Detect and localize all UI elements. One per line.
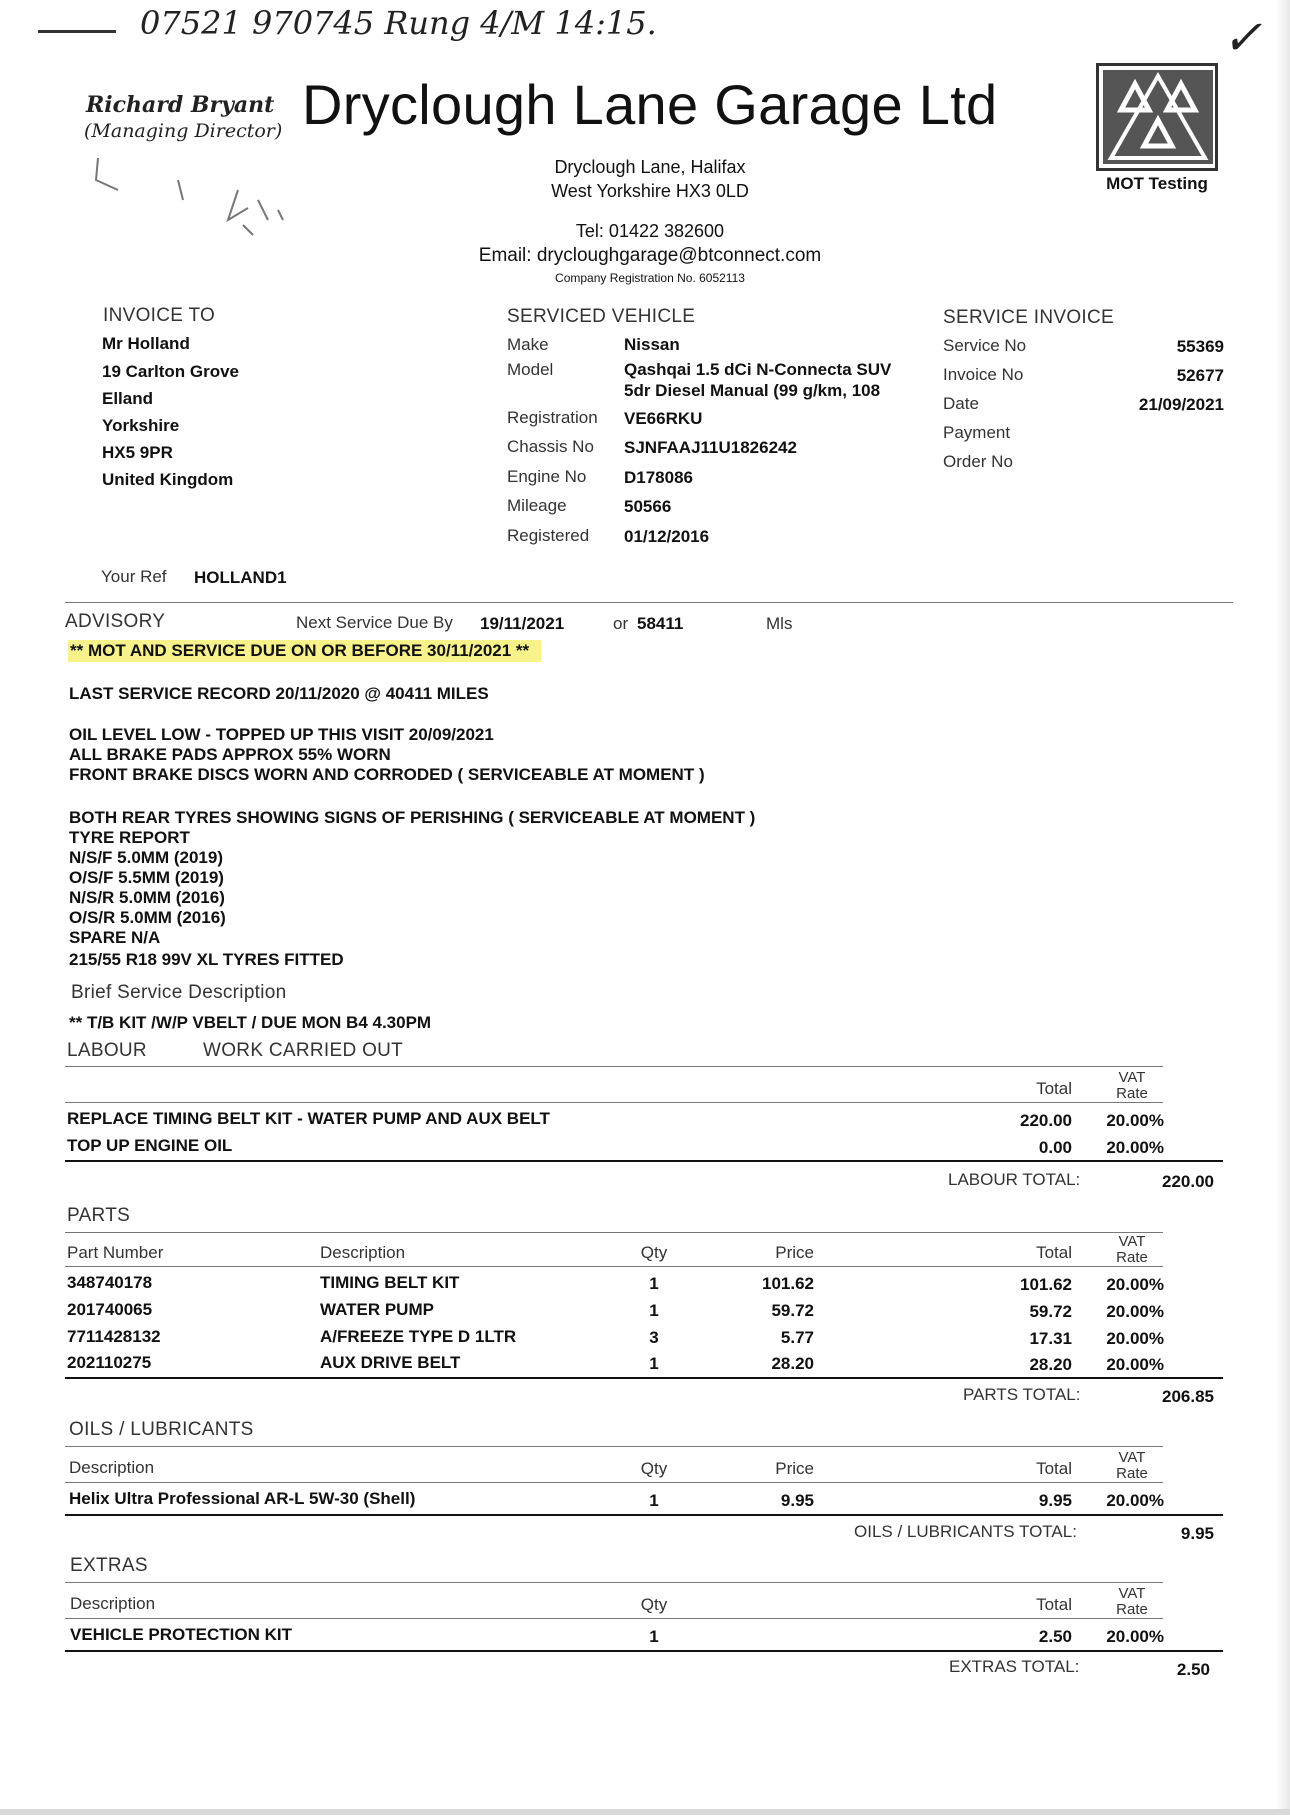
oils-vat-header-1: VAT: [1118, 1449, 1146, 1466]
parts-col-qty: Qty: [640, 1243, 668, 1262]
parts-row-2-price: 59.72: [771, 1301, 814, 1320]
next-service-or: or: [613, 614, 629, 633]
address-line-1: Dryclough Lane, Halifax: [554, 157, 746, 177]
labour-heading: LABOUR: [67, 1040, 147, 1061]
scan-edge-shadow: [1276, 0, 1290, 1815]
labour-vat-header-2: Rate: [1116, 1085, 1148, 1102]
parts-heading: PARTS: [67, 1205, 131, 1226]
customer-country: United Kingdom: [102, 470, 234, 489]
extras-vat-header: [1100, 1586, 1164, 1618]
extras-row-1-total: 2.50: [1038, 1627, 1072, 1646]
labour-header-divider: [65, 1102, 1163, 1103]
extras-col-description: Description: [70, 1594, 156, 1613]
order-no-label: Order No: [943, 452, 1013, 471]
advisory-divider: [65, 602, 1233, 603]
customer-address-1: 19 Carlton Grove: [102, 362, 239, 381]
tyre-note-4: O/S/F 5.5MM (2019): [69, 868, 224, 887]
tyre-note-6: O/S/R 5.0MM (2016): [69, 908, 226, 927]
signature-scribble: [88, 150, 318, 240]
labour-total-label: LABOUR TOTAL:: [948, 1170, 1081, 1189]
telephone: Tel: 01422 382600: [575, 221, 725, 241]
service-no-value: 55369: [1176, 337, 1224, 356]
parts-top-divider: [65, 1232, 1163, 1233]
parts-row-4-price: 28.20: [771, 1354, 814, 1373]
date-label: Date: [943, 394, 979, 413]
parts-header-divider: [65, 1266, 1163, 1267]
mileage-value: 50566: [624, 497, 672, 516]
parts-row-1-part: 348740178: [67, 1273, 153, 1292]
oils-col-qty: Qty: [640, 1459, 668, 1478]
parts-row-1-total: 101.62: [1020, 1275, 1072, 1294]
last-service-record: LAST SERVICE RECORD 20/11/2020 @ 40411 MILES: [69, 684, 489, 703]
your-ref-label: Your Ref: [101, 567, 167, 586]
company-registration: Company Registration No. 6052113: [555, 271, 745, 285]
parts-row-3-qty: 3: [649, 1328, 659, 1347]
registration-value: VE66RKU: [624, 409, 703, 428]
invoice-no-value: 52677: [1176, 366, 1224, 385]
parts-bottom-rule: [65, 1377, 1223, 1379]
tyre-note-5: N/S/R 5.0MM (2016): [69, 888, 225, 907]
parts-col-total: Total: [1036, 1243, 1072, 1262]
chassis-value: SJNFAAJ11U1826242: [624, 438, 797, 457]
make-label: Make: [507, 335, 549, 354]
oils-header-divider: [65, 1482, 1163, 1483]
labour-total-value: 220.00: [1162, 1172, 1214, 1191]
parts-vat-header: [1100, 1234, 1164, 1266]
labour-bottom-rule: [65, 1160, 1223, 1162]
tyre-note-8: 215/55 R18 99V XL TYRES FITTED: [69, 950, 344, 969]
advisory-note-3: FRONT BRAKE DISCS WORN AND CORRODED ( SERVICEABLE AT MOMENT ): [69, 765, 705, 784]
extras-bottom-rule: [65, 1650, 1223, 1652]
oils-vat-header-2: Rate: [1116, 1465, 1148, 1482]
labour-row-2-total: 0.00: [1038, 1138, 1072, 1157]
oils-row-1-total: 9.95: [1038, 1491, 1072, 1510]
parts-row-2-part: 201740065: [67, 1300, 153, 1319]
extras-vat-header-2: Rate: [1116, 1601, 1148, 1618]
scan-bottom-edge: [0, 1809, 1290, 1815]
parts-col-price: Price: [775, 1243, 814, 1262]
oils-col-price: Price: [775, 1459, 814, 1478]
brief-service-label: Brief Service Description: [71, 982, 287, 1003]
parts-row-4-total: 28.20: [1029, 1355, 1072, 1374]
mileage-label: Mileage: [507, 496, 567, 515]
company-name: Dryclough Lane Garage Ltd: [302, 73, 998, 136]
labour-vat-header: [1100, 1070, 1164, 1102]
parts-col-part-number: Part Number: [67, 1243, 164, 1262]
registered-label: Registered: [507, 526, 590, 545]
labour-row-1-total: 220.00: [1020, 1111, 1072, 1130]
mot-triangles-icon: [1103, 70, 1213, 164]
oils-top-divider: [65, 1446, 1163, 1447]
extras-heading: EXTRAS: [70, 1555, 148, 1576]
parts-row-1-vat: 20.00%: [1106, 1275, 1164, 1294]
extras-col-total: Total: [1036, 1595, 1072, 1614]
oils-total-value: 9.95: [1180, 1524, 1214, 1543]
customer-address-3: Yorkshire: [102, 416, 180, 435]
oils-bottom-rule: [65, 1514, 1223, 1516]
extras-vat-header-1: VAT: [1118, 1585, 1146, 1602]
handwritten-tick: ✓: [1222, 10, 1263, 66]
make-value: Nissan: [624, 335, 680, 354]
mot-testing-label: MOT Testing: [1106, 174, 1208, 193]
parts-total-label: PARTS TOTAL:: [963, 1385, 1081, 1404]
next-service-date: 19/11/2021: [480, 614, 565, 633]
vehicle-heading: SERVICED VEHICLE: [507, 306, 696, 327]
handwritten-dash: [38, 30, 116, 33]
oils-row-1-desc: Helix Ultra Professional AR-L 5W-30 (Shell): [69, 1489, 416, 1508]
tyre-note-7: SPARE N/A: [69, 928, 161, 947]
extras-header-divider: [65, 1618, 1163, 1619]
parts-row-4-qty: 1: [649, 1354, 659, 1373]
model-label: Model: [507, 360, 554, 379]
model-value-1: Qashqai 1.5 dCi N-Connecta SUV: [624, 360, 892, 379]
date-value: 21/09/2021: [1138, 395, 1224, 414]
parts-row-4-vat: 20.00%: [1106, 1355, 1164, 1374]
registered-value: 01/12/2016: [624, 527, 710, 546]
address-line-2: West Yorkshire HX3 0LD: [551, 181, 749, 201]
parts-vat-header-1: VAT: [1118, 1233, 1146, 1250]
customer-address-2: Elland: [102, 389, 154, 408]
director-title: (Managing Director): [84, 120, 283, 142]
mot-logo: [1096, 63, 1218, 171]
parts-total-value: 206.85: [1162, 1387, 1214, 1406]
customer-postcode: HX5 9PR: [102, 443, 173, 462]
oils-vat-header: [1100, 1450, 1164, 1482]
extras-row-1-desc: VEHICLE PROTECTION KIT: [70, 1625, 292, 1644]
labour-vat-header-1: VAT: [1118, 1069, 1146, 1086]
chassis-label: Chassis No: [507, 437, 594, 456]
extras-total-label: EXTRAS TOTAL:: [949, 1657, 1080, 1676]
parts-row-2-total: 59.72: [1029, 1302, 1072, 1321]
your-ref-value: HOLLAND1: [194, 568, 287, 587]
extras-top-divider: [65, 1582, 1163, 1583]
parts-row-2-vat: 20.00%: [1106, 1302, 1164, 1321]
brief-service-value: ** T/B KIT /W/P VBELT / DUE MON B4 4.30PM: [69, 1013, 432, 1032]
extras-row-1-vat: 20.00%: [1106, 1627, 1164, 1646]
parts-row-4-part: 202110275: [67, 1353, 152, 1372]
invoice-to-heading: INVOICE TO: [103, 305, 216, 326]
miles-unit-label: Mls: [766, 614, 793, 633]
labour-row-2-vat: 20.00%: [1106, 1138, 1164, 1157]
extras-col-qty: Qty: [640, 1595, 668, 1614]
next-service-label: Next Service Due By: [296, 613, 453, 632]
parts-vat-header-2: Rate: [1116, 1249, 1148, 1266]
extras-total-value: 2.50: [1176, 1660, 1210, 1679]
oils-row-1-price: 9.95: [780, 1491, 814, 1510]
parts-row-2-qty: 1: [649, 1301, 659, 1320]
tyre-note-3: N/S/F 5.0MM (2019): [69, 848, 223, 867]
oils-row-1-vat: 20.00%: [1106, 1491, 1164, 1510]
engine-value: D178086: [624, 468, 694, 487]
oils-heading: OILS / LUBRICANTS: [69, 1419, 254, 1440]
parts-row-2-desc: WATER PUMP: [320, 1300, 434, 1319]
labour-total-header: Total: [1036, 1079, 1072, 1098]
handwritten-phone-note: 07521 970745 Rung 4/M 14:15.: [140, 4, 657, 42]
parts-row-3-vat: 20.00%: [1106, 1329, 1164, 1348]
oils-col-total: Total: [1036, 1459, 1072, 1478]
oils-row-1-qty: 1: [649, 1491, 659, 1510]
invoice-no-label: Invoice No: [943, 365, 1024, 384]
mot-due-highlight: ** MOT AND SERVICE DUE ON OR BEFORE 30/11/2021 **: [68, 640, 541, 662]
labour-row-2-desc: TOP UP ENGINE OIL: [67, 1136, 233, 1155]
registration-label: Registration: [507, 408, 598, 427]
oils-total-label: OILS / LUBRICANTS TOTAL:: [854, 1522, 1077, 1541]
oils-col-description: Description: [69, 1458, 155, 1477]
labour-top-divider: [65, 1066, 1163, 1067]
service-no-label: Service No: [943, 336, 1027, 355]
payment-label: Payment: [943, 423, 1011, 442]
parts-row-3-desc: A/FREEZE TYPE D 1LTR: [320, 1327, 517, 1346]
model-value-2: 5dr Diesel Manual (99 g/km, 108: [624, 381, 881, 400]
next-service-miles: 58411: [637, 614, 684, 633]
work-carried-out-heading: WORK CARRIED OUT: [203, 1040, 404, 1061]
advisory-heading: ADVISORY: [65, 611, 166, 632]
labour-row-1-vat: 20.00%: [1106, 1111, 1164, 1130]
advisory-note-2: ALL BRAKE PADS APPROX 55% WORN: [69, 745, 391, 764]
tyre-note-2: TYRE REPORT: [69, 828, 190, 847]
parts-row-1-desc: TIMING BELT KIT: [320, 1273, 460, 1292]
advisory-note-1: OIL LEVEL LOW - TOPPED UP THIS VISIT 20/09/2021: [69, 725, 494, 744]
parts-row-1-qty: 1: [649, 1274, 659, 1293]
parts-row-4-desc: AUX DRIVE BELT: [320, 1353, 461, 1372]
parts-row-1-price: 101.62: [762, 1274, 814, 1293]
extras-row-1-qty: 1: [649, 1627, 659, 1646]
parts-col-description: Description: [320, 1243, 406, 1262]
labour-row-1-desc: REPLACE TIMING BELT KIT - WATER PUMP AND AUX BELT: [67, 1109, 550, 1128]
parts-row-3-price: 5.77: [780, 1328, 814, 1347]
service-invoice-heading: SERVICE INVOICE: [943, 307, 1114, 328]
parts-row-3-part: 7711428132: [67, 1327, 161, 1346]
tyre-note-1: BOTH REAR TYRES SHOWING SIGNS OF PERISHING ( SERVICEABLE AT MOMENT ): [69, 808, 756, 827]
engine-label: Engine No: [507, 467, 587, 486]
email: Email: drycloughgarage@btconnect.com: [478, 245, 822, 266]
customer-name: Mr Holland: [102, 334, 190, 353]
director-name: Richard Bryant: [86, 92, 275, 118]
parts-row-3-total: 17.31: [1029, 1329, 1072, 1348]
